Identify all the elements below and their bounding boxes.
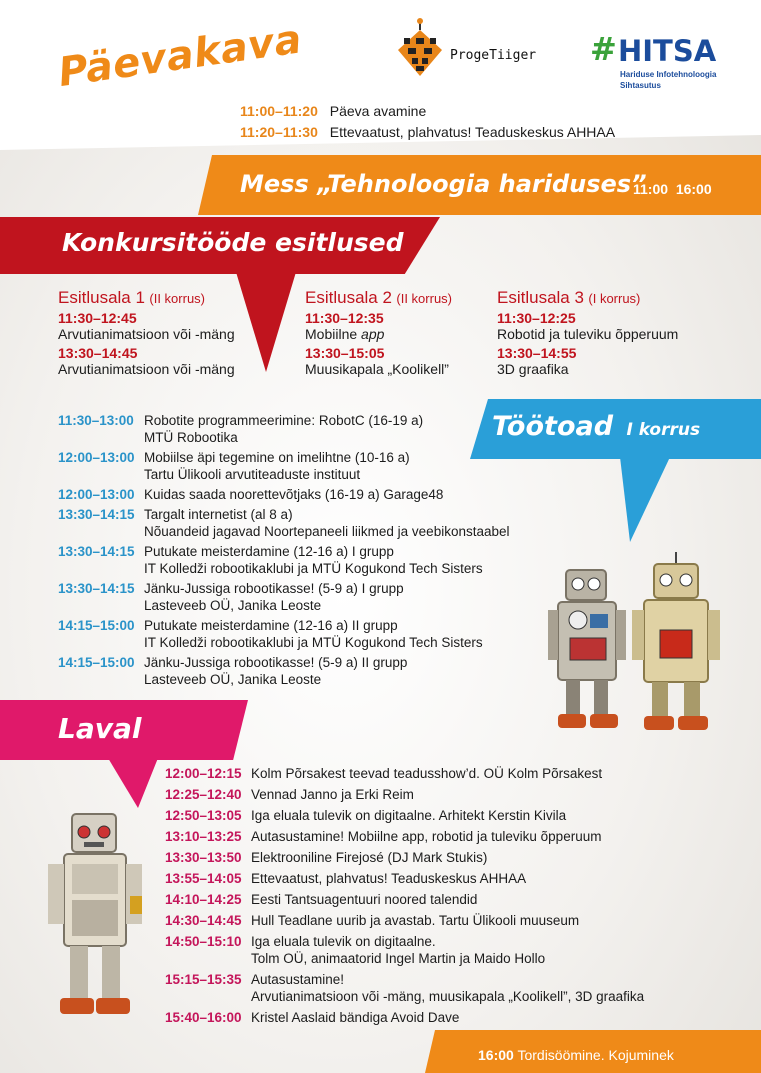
area-name: Esitlusala 1 xyxy=(58,288,145,307)
tootoad-title xyxy=(492,411,700,442)
laval-list xyxy=(165,765,644,1030)
konkurss-pointer xyxy=(236,272,296,372)
list-item: 15:40–16:00 Kristel Aaslaid bändiga Avoid Dave xyxy=(165,1010,460,1025)
mess-time: 11:00 16:00 xyxy=(633,181,712,197)
area-floor: (II korrus) xyxy=(149,291,206,306)
opening-item xyxy=(240,124,615,141)
area-time: 11:30–12:45 xyxy=(58,310,137,326)
area-text: Mobiilne app xyxy=(305,326,385,342)
area-name: Esitlusala 2 xyxy=(305,288,392,307)
progetiiger-logo-text: ProgeTiiger xyxy=(450,48,537,63)
esitlusala-1 xyxy=(58,288,235,377)
tiger-logo-icon xyxy=(396,18,444,78)
hitsa-logo-sub2: Sihtasutus xyxy=(620,81,661,90)
area-text: 3D graafika xyxy=(497,361,569,377)
area-text: Robotid ja tuleviku õpperuum xyxy=(497,326,679,342)
tootoad-floor: I korrus xyxy=(626,420,701,440)
list-item: 14:30–14:45 Hull Teadlane uurib ja avastab. Tartu Ülikooli muuseum xyxy=(165,913,580,928)
hitsa-logo xyxy=(590,30,740,94)
list-item: 13:30–14:15 Jänku-Jussiga robootikasse! (5-9 a) I grupp Lasteveeb OÜ, Janika Leoste xyxy=(58,581,404,613)
list-item: 12:25–12:40 Vennad Janno ja Erki Reim xyxy=(165,787,414,802)
footer-time: 16:00 xyxy=(478,1047,514,1063)
list-item: 14:15–15:00 Jänku-Jussiga robootikasse! (5-9 a) II grupp Lasteveeb OÜ, Janika Leoste xyxy=(58,655,408,687)
tootoad-pointer xyxy=(620,457,670,542)
opening-time: 11:00–11:20 xyxy=(240,103,318,119)
footer-text xyxy=(478,1047,674,1063)
robot-pair-image xyxy=(548,550,738,740)
list-item: 13:30–14:15 Putukate meisterdamine (12-16 a) I grupp IT Kolledži robootikaklubi ja MTÜ Kogukond Tech Sisters xyxy=(58,544,483,576)
list-item: 13:55–14:05 Ettevaatust, plahvatus! Teaduskeskus AHHAA xyxy=(165,871,527,886)
area-text: Arvutianimatsioon või -mäng xyxy=(58,326,235,342)
opening-text: Ettevaatust, plahvatus! Teaduskeskus AHHAA xyxy=(329,124,616,140)
list-item: 11:30–13:00 Robotite programmeerimine: RobotC (16-19 a) MTÜ Robootika xyxy=(58,413,424,445)
list-item: 15:15–15:35 Autasustamine! Arvutianimatsioon või -mäng, muusikapala „Koolikell”, 3D graafika xyxy=(165,972,645,1004)
area-text: Muusikapala „Koolikell” xyxy=(305,361,449,377)
laval-title: Laval xyxy=(58,712,142,745)
footer-label: Tordisöömine. Kojuminek xyxy=(517,1047,674,1063)
page-title: Päevakava xyxy=(55,16,305,96)
area-time: 11:30–12:25 xyxy=(497,310,576,326)
konkurss-title: Konkursitööde esitlused xyxy=(62,228,404,257)
area-time: 13:30–14:55 xyxy=(497,345,577,361)
esitlusala-2 xyxy=(305,288,452,377)
opening-item xyxy=(240,103,426,120)
hitsa-logo-text: HITSA xyxy=(618,34,717,68)
area-text: Arvutianimatsioon või -mäng xyxy=(58,361,235,377)
robot-single-image xyxy=(46,812,146,1032)
list-item: 13:30–13:50 Elektrooniline Firejosé (DJ Mark Stukis) xyxy=(165,850,488,865)
hitsa-logo-sub1: Hariduse Infotehnoloogia xyxy=(620,70,717,79)
laval-pointer xyxy=(108,758,158,808)
esitlusala-3 xyxy=(497,288,678,377)
area-time: 13:30–14:45 xyxy=(58,345,138,361)
area-floor: (II korrus) xyxy=(396,291,453,306)
list-item: 13:30–14:15 Targalt internetist (al 8 a) Nõuandeid jagavad Noortepaneeli liikmed ja veebikonstaabel xyxy=(58,507,510,539)
list-item: 12:00–12:15 Kolm Põrsakest teevad teadusshow’d. OÜ Kolm Põrsakest xyxy=(165,766,603,781)
area-time: 11:30–12:35 xyxy=(305,310,384,326)
area-time: 13:30–15:05 xyxy=(305,345,385,361)
area-floor: (I korrus) xyxy=(588,291,641,306)
list-item: 14:15–15:00 Putukate meisterdamine (12-16 a) II grupp IT Kolledži robootikaklubi ja MTÜ Kogukond Tech Sisters xyxy=(58,618,483,650)
tootoad-list xyxy=(58,412,510,691)
progetiiger-logo xyxy=(396,18,566,82)
mess-title: Mess „Tehnoloogia hariduses” xyxy=(240,170,647,198)
tootoad-title-text: Töötoad xyxy=(492,411,614,442)
list-item: 12:00–13:00 Mobiilse äpi tegemine on imelihtne (10-16 a) Tartu Ülikooli arvutiteaduste instituut xyxy=(58,450,410,482)
opening-time: 11:20–11:30 xyxy=(240,124,318,140)
list-item: 12:00–13:00 Kuidas saada noorettevõtjaks (16-19 a) Garage48 xyxy=(58,487,444,502)
list-item: 12:50–13:05 Iga eluala tulevik on digitaalne. Arhitekt Kerstin Kivila xyxy=(165,808,567,823)
list-item: 14:10–14:25 Eesti Tantsuagentuuri noored talendid xyxy=(165,892,478,907)
opening-text: Päeva avamine xyxy=(329,103,427,119)
hash-icon: # xyxy=(590,30,617,68)
list-item: 13:10–13:25 Autasustamine! Mobiilne app, robotid ja tuleviku õpperuum xyxy=(165,829,602,844)
list-item: 14:50–15:10 Iga eluala tulevik on digitaalne. Tolm OÜ, animaatorid Ingel Martin ja Maido Hollo xyxy=(165,934,546,966)
area-name: Esitlusala 3 xyxy=(497,288,584,307)
